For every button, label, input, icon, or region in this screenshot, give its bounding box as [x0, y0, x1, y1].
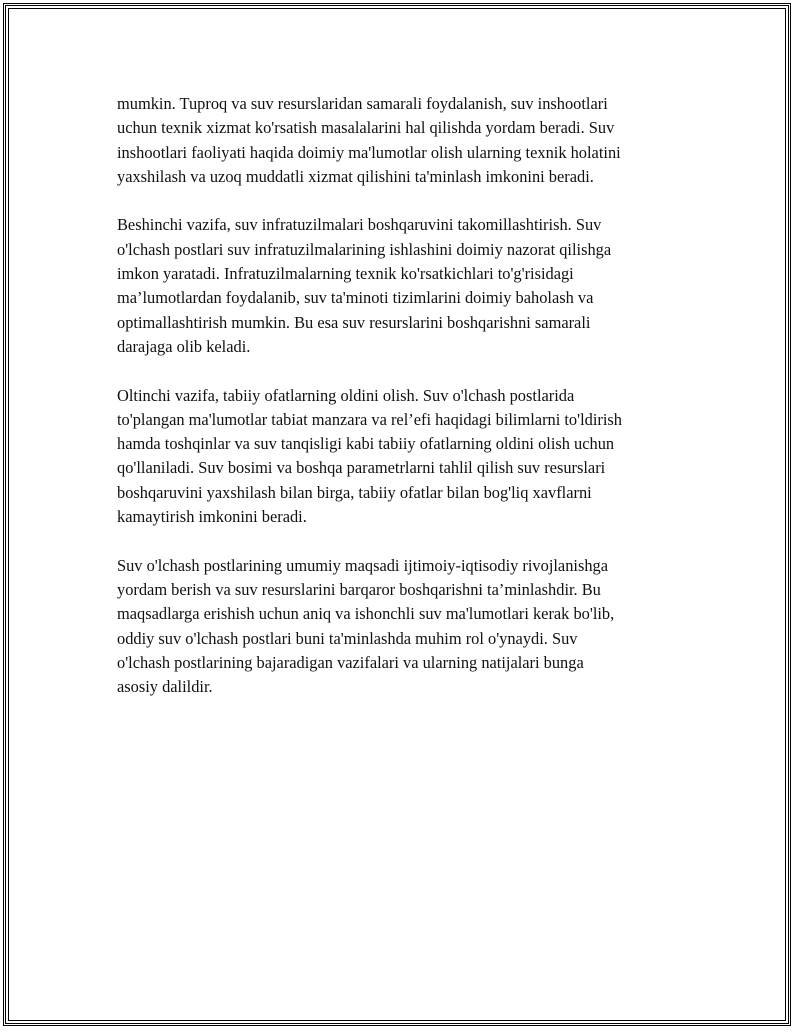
paragraph-3 — [117, 384, 687, 530]
text-line: boshqaruvini yaxshilash bilan birga, tabiiy ofatlar bilan bog'liq xavflarni — [117, 482, 592, 502]
text-line: ma’lumotlardan foydalanib, suv ta'minoti tizimlarini doimiy baholash va — [117, 288, 594, 308]
text-line: qo'llaniladi. Suv bosimi va boshqa parametrlarni tahlil qilish suv resurslari — [117, 458, 606, 478]
text-line: yordam berish va suv resurslarini barqaror boshqarishni ta’minlashdir. Bu — [117, 579, 601, 599]
text-line: Beshinchi vazifa, suv infratuzilmalari boshqaruvini takomillashtirish. Suv — [117, 215, 602, 235]
text-line: oddiy suv o'lchash postlari buni ta'minlashda muhim rol o'ynaydi. Suv — [117, 628, 578, 648]
text-line: uchun texnik xizmat ko'rsatish masalalarini hal qilishda yordam beradi. Suv — [117, 118, 615, 138]
text-line: to'plangan ma'lumotlar tabiat manzara va rel’efi haqidagi bilimlarni to'ldirish — [117, 409, 622, 429]
text-line: inshootlari faoliyati haqida doimiy ma'lumotlar olish ularning texnik holatini — [117, 142, 621, 162]
text-line: mumkin. Tuproq va suv resurslaridan samarali foydalanish, suv inshootlari — [117, 94, 608, 113]
text-line: darajaga olib keladi. — [117, 336, 251, 356]
text-line: Oltinchi vazifa, tabiiy ofatlarning oldini olish. Suv o'lchash postlarida — [117, 385, 575, 405]
text-line: kamaytirish imkonini beradi. — [117, 507, 307, 527]
text-line: yaxshilash va uzoq muddatli xizmat qilishini ta'minlash imkonini beradi. — [117, 166, 594, 186]
text-line: o'lchash postlari suv infratuzilmalarining ishlashini doimiy nazorat qilishga — [117, 239, 612, 259]
text-line: asosiy dalildir. — [117, 677, 213, 697]
text-line: hamda toshqinlar va suv tanqisligi kabi tabiiy ofatlarning oldini olish uchun — [117, 434, 615, 454]
text-line: maqsadlarga erishish uchun aniq va ishonchli suv ma'lumotlari kerak bo'lib, — [117, 604, 615, 624]
paragraph-4 — [117, 554, 687, 700]
text-line: imkon yaratadi. Infratuzilmalarning texnik ko'rsatkichlari to'g'risidagi — [117, 264, 574, 284]
text-line: o'lchash postlarining bajaradigan vazifalari va ularning natijalari bunga — [117, 652, 584, 672]
paragraph-1 — [117, 92, 687, 189]
text-line: Suv o'lchash postlarining umumiy maqsadi ijtimoiy-iqtisodiy rivojlanishga — [117, 555, 608, 575]
document-body — [117, 92, 687, 724]
paragraph-2 — [117, 213, 687, 359]
text-line: optimallashtirish mumkin. Bu esa suv resurslarini boshqarishni samarali — [117, 312, 591, 332]
